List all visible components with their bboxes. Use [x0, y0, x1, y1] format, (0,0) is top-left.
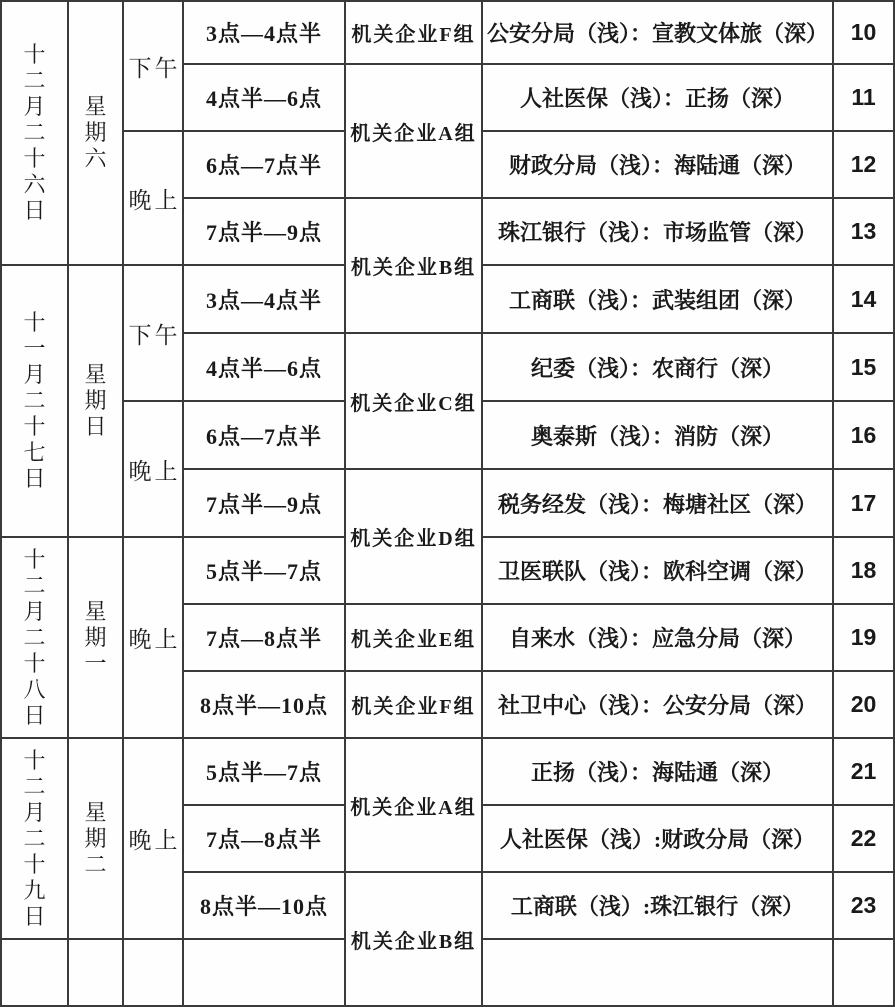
match-cell: 正扬（浅）：海陆通（深）	[482, 738, 833, 805]
match-number-cell: 22	[833, 805, 894, 872]
weekday-cell	[68, 1, 123, 265]
time-cell: 7点—8点半	[183, 604, 345, 671]
time-cell: 7点半—9点	[183, 469, 345, 537]
match-number-cell: 13	[833, 198, 894, 265]
time-cell: 7点—8点半	[183, 805, 345, 872]
weekday-label: 星期二	[84, 799, 107, 877]
time-cell: 7点半—9点	[183, 198, 345, 265]
period-cell: 晚上	[123, 401, 183, 537]
time-cell: 5点半—7点	[183, 738, 345, 805]
period-cell	[123, 939, 183, 1006]
weekday-cell	[68, 738, 123, 939]
match-cell: 公安分局（浅）：宣教文体旅（深）	[482, 1, 833, 64]
time-cell: 4点半—6点	[183, 333, 345, 401]
weekday-cell	[68, 265, 123, 537]
match-cell: 人社医保（浅）：正扬（深）	[482, 64, 833, 131]
match-cell: 人社医保（浅）:财政分局（深）	[482, 805, 833, 872]
table-row	[1, 1, 894, 64]
time-cell: 4点半—6点	[183, 64, 345, 131]
match-number-cell	[833, 939, 894, 1006]
match-number-cell: 18	[833, 537, 894, 604]
match-cell: 工商联（浅）:珠江银行（深）	[482, 872, 833, 939]
time-cell: 6点—7点半	[183, 401, 345, 469]
match-cell: 纪委（浅）：农商行（深）	[482, 333, 833, 401]
match-number-cell: 17	[833, 469, 894, 537]
period-cell: 下午	[123, 1, 183, 131]
weekday-label: 星期六	[84, 94, 107, 171]
time-cell: 8点半—10点	[183, 872, 345, 939]
weekday-cell	[68, 939, 123, 1006]
period-cell: 晚上	[123, 537, 183, 738]
date-label: 十二月二十六日	[23, 42, 46, 223]
date-cell	[1, 265, 68, 537]
time-cell: 6点—7点半	[183, 131, 345, 198]
time-cell	[183, 939, 345, 1006]
period-cell: 晚上	[123, 738, 183, 939]
match-number-cell: 15	[833, 333, 894, 401]
match-number-cell: 20	[833, 671, 894, 738]
match-cell: 工商联（浅）：武装组团（深）	[482, 265, 833, 333]
match-number-cell: 16	[833, 401, 894, 469]
period-cell: 晚上	[123, 131, 183, 265]
group-cell: 机关企业C组	[345, 333, 482, 469]
time-cell: 3点—4点半	[183, 1, 345, 64]
match-number-cell: 21	[833, 738, 894, 805]
match-number-cell: 23	[833, 872, 894, 939]
date-cell	[1, 1, 68, 265]
group-cell: 机关企业B组	[345, 872, 482, 1006]
match-cell: 财政分局（浅）：海陆通（深）	[482, 131, 833, 198]
date-cell	[1, 939, 68, 1006]
match-cell: 自来水（浅）：应急分局（深）	[482, 604, 833, 671]
time-cell: 3点—4点半	[183, 265, 345, 333]
weekday-label: 星期一	[84, 598, 107, 676]
weekday-cell	[68, 537, 123, 738]
match-cell: 税务经发（浅）：梅塘社区（深）	[482, 469, 833, 537]
group-cell: 机关企业E组	[345, 604, 482, 671]
match-number-cell: 11	[833, 64, 894, 131]
match-cell: 社卫中心（浅）：公安分局（深）	[482, 671, 833, 738]
date-label: 十一月二十七日	[23, 310, 46, 491]
group-cell: 机关企业D组	[345, 469, 482, 604]
group-cell: 机关企业F组	[345, 1, 482, 64]
time-cell: 8点半—10点	[183, 671, 345, 738]
match-cell: 卫医联队（浅）：欧科空调（深）	[482, 537, 833, 604]
date-label: 十二月二十九日	[23, 747, 46, 929]
match-number-cell: 19	[833, 604, 894, 671]
match-number-cell: 14	[833, 265, 894, 333]
period-cell: 下午	[123, 265, 183, 401]
match-number-cell: 10	[833, 1, 894, 64]
group-cell: 机关企业A组	[345, 738, 482, 872]
table-row	[1, 738, 894, 805]
date-cell	[1, 537, 68, 738]
match-cell: 珠江银行（浅）：市场监管（深）	[482, 198, 833, 265]
weekday-label: 星期日	[84, 362, 107, 439]
group-cell: 机关企业F组	[345, 671, 482, 738]
date-cell	[1, 738, 68, 939]
match-cell: 奥泰斯（浅）：消防（深）	[482, 401, 833, 469]
group-cell: 机关企业B组	[345, 198, 482, 333]
group-cell: 机关企业A组	[345, 64, 482, 198]
time-cell: 5点半—7点	[183, 537, 345, 604]
match-cell	[482, 939, 833, 1006]
match-number-cell: 12	[833, 131, 894, 198]
date-label: 十二月二十八日	[23, 546, 46, 728]
